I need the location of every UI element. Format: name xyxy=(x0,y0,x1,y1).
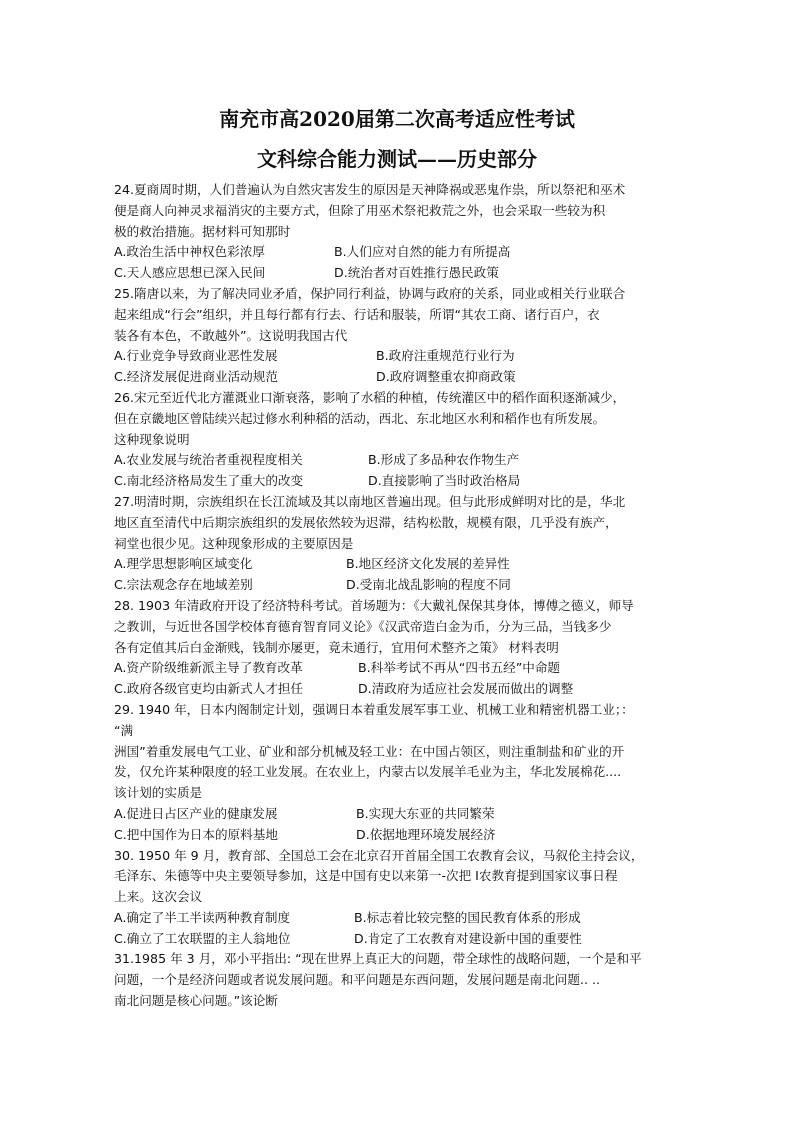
answer-option[interactable]: C.南北经济格局发生了重大的改变 xyxy=(114,473,304,489)
answer-option[interactable]: B.标志着比较完整的国民教育体系的形成 xyxy=(354,909,581,925)
option-row xyxy=(114,450,684,471)
question-31 xyxy=(114,949,684,1011)
question-text-line: 问题，一个是经济问题或者说发展问题。和平问题是东西问题，发展问题是南北问题.. .. xyxy=(114,972,600,988)
option-row xyxy=(114,263,684,284)
answer-option[interactable]: D.清政府为适应社会发展而做出的调整 xyxy=(358,681,574,697)
answer-option[interactable]: A.理学思想影响区域变化 xyxy=(114,556,253,572)
answer-option[interactable]: B.形成了多品种农作物生产 xyxy=(368,452,520,468)
option-row xyxy=(114,471,684,492)
question-text-line: 该计划的实质是 xyxy=(114,785,203,801)
answer-option[interactable]: D.政府调整重农抑商政策 xyxy=(376,369,516,385)
exam-title: 南充市高2020届第二次高考适应性考试 xyxy=(219,107,575,131)
question-text-line: 24.夏商周时期，人们普遍认为自然灾害发生的原因是天神降祸或恶鬼作祟，所以祭祀和巫术 xyxy=(114,182,626,197)
answer-option[interactable]: A.确定了半工半读两种教育制度 xyxy=(114,909,291,925)
option-row xyxy=(114,929,684,950)
question-text-line: 26.宋元至近代北方灌溉业口渐衰落，影响了水稻的种植，传统灌区中的稻作面积逐渐减少， xyxy=(114,389,626,405)
option-row xyxy=(114,367,684,388)
question-text-line: 装各有本色，不敢越外”。这说明我国古代 xyxy=(114,327,348,343)
answer-option[interactable]: B.科举考试不再从“四书五经”中命题 xyxy=(358,660,561,676)
answer-option[interactable]: A.农业发展与统治者重视程度相关 xyxy=(114,452,303,468)
answer-option[interactable]: C.把中国作为日本的原料基地 xyxy=(114,826,278,842)
answer-option[interactable]: C.经济发展促进商业活动规范 xyxy=(114,369,278,385)
answer-option[interactable]: B.人们应对自然的能力有所提高 xyxy=(334,244,511,260)
question-text-line: 祠堂也很少见。这种现象形成的主要原因是 xyxy=(114,535,354,551)
question-text-line: 极的救治措施。据材料可知那时 xyxy=(114,223,291,239)
option-row xyxy=(114,658,684,679)
answer-option[interactable]: D.直接影响了当时政治格局 xyxy=(368,473,521,489)
option-row xyxy=(114,346,684,367)
question-25 xyxy=(114,284,684,388)
answer-option[interactable]: B.地区经济文化发展的差异性 xyxy=(346,556,510,572)
answer-option[interactable]: A.行业竞争导致商业恶性发展 xyxy=(114,348,278,364)
question-text-line: 各有定值其后白金渐贱，钱制亦屡更，竟未通行，宜用何术整齐之策》 材料表明 xyxy=(114,639,559,655)
option-row xyxy=(114,679,684,700)
question-29 xyxy=(114,700,684,846)
answer-option[interactable]: C.政府各级官吏均由新式人才担任 xyxy=(114,681,304,697)
answer-option[interactable]: B.政府注重规范行业行为 xyxy=(376,348,515,364)
answer-option[interactable]: A.促进日占区产业的健康发展 xyxy=(114,805,278,821)
question-text-line: 28. 1903 年清政府开设了经济特科考试。首场题为：《大戴礼保保其身体，博傅之德义，师导 xyxy=(114,597,634,613)
question-text-line: 25.隋唐以来，为了解决同业矛盾，保护同行利益，协调与政府的关系，同业或相关行业联合 xyxy=(114,285,626,301)
question-text-line: 南北问题是核心问题。”该论断 xyxy=(114,993,278,1009)
question-26 xyxy=(114,388,684,492)
answer-option[interactable]: D.肯定了工农教育对建设新中国的重要性 xyxy=(354,930,582,946)
question-text-line: 但在京畿地区曾陆续兴起过修水利种稻的活动，西北、东北地区水利和稻作也有所发展。 xyxy=(114,410,606,426)
option-row xyxy=(114,825,684,846)
question-text-line: 27.明清时期，宗族组织在长江流域及其以南地区普遍出现。但与此形成鲜明对比的是，华北 xyxy=(114,493,626,509)
question-list xyxy=(114,180,684,1012)
answer-option[interactable]: C.天人感应思想已深入民间 xyxy=(114,265,266,281)
question-text-line: 起来组成“行会”组织，并且每行都有行去、行话和服装，所谓“其农工商、诸行百户，衣 xyxy=(114,306,600,322)
question-27 xyxy=(114,492,684,596)
answer-option[interactable]: C.确立了工农联盟的主人翁地位 xyxy=(114,930,291,946)
question-text-line: “满 xyxy=(114,722,134,738)
question-text-line: 31.1985 年 3 月，邓小平指出: “现在世界上真正大的问题，带全球性的战略问题，一个是和平 xyxy=(114,951,642,967)
answer-option[interactable]: C.宗法观念存在地域差别 xyxy=(114,577,253,593)
answer-option[interactable]: D.统治者对百姓推行愚民政策 xyxy=(334,265,499,281)
option-row xyxy=(114,242,684,263)
answer-option[interactable]: A.资产阶级维新派主导了教育改革 xyxy=(114,660,303,676)
answer-option[interactable]: A.政治生活中神权色彩浓厚 xyxy=(114,244,265,260)
answer-option[interactable]: D.受南北战乱影响的程度不同 xyxy=(346,577,511,593)
question-text-line: 30. 1950 年 9 月，教育部、全国总工会在北京召开首届全国工农教育会议，马叙伦主持会议， xyxy=(114,847,644,863)
option-row xyxy=(114,575,684,596)
question-text-line: 洲国”着重发展电气工业、矿业和部分机械及轻工业：在中国占领区，则注重制盐和矿业的开 xyxy=(114,743,625,759)
question-text-line: 毛泽东、朱德等中央主要领导参加，这是中国有史以来第一-次把 I农教育提到国家议事日程 xyxy=(114,868,618,884)
question-text-line: 之教训，与近世各国学校体育德育智育同义论》《汉武帝造白金为币，分为三品，当钱多少 xyxy=(114,618,612,634)
question-text-line: 29. 1940 年，日本内阁制定计划，强调日本着重发展军事工业、机械工业和精密机器工业；： xyxy=(114,701,634,717)
option-row xyxy=(114,908,684,929)
question-24 xyxy=(114,180,684,284)
answer-option[interactable]: D.依据地理环境发展经济 xyxy=(356,826,496,842)
question-text-line: 地区直至清代中后期宗族组织的发展依然较为迟滞，结构松散，规模有限，几乎没有族产， xyxy=(114,514,618,530)
question-28 xyxy=(114,596,684,700)
question-text-line: 这种现象说明 xyxy=(114,431,190,447)
option-row xyxy=(114,804,684,825)
question-text-line: 上来。这次会议 xyxy=(114,889,203,905)
question-text-line: 便是商人向神灵求福消灾的主要方式，但除了用巫术祭祀救荒之外，也会采取一些较为积 xyxy=(114,202,606,218)
option-row xyxy=(114,554,684,575)
question-30 xyxy=(114,846,684,950)
exam-subtitle: 文科综合能力测试——历史部分 xyxy=(257,147,537,171)
question-text-line: 发，仅允许某种限度的轻工业发展。在农业上，内蒙古以发展羊毛业为主，华北发展棉花.... xyxy=(114,764,622,780)
answer-option[interactable]: B.实现大东亚的共同繁荣 xyxy=(356,805,495,821)
